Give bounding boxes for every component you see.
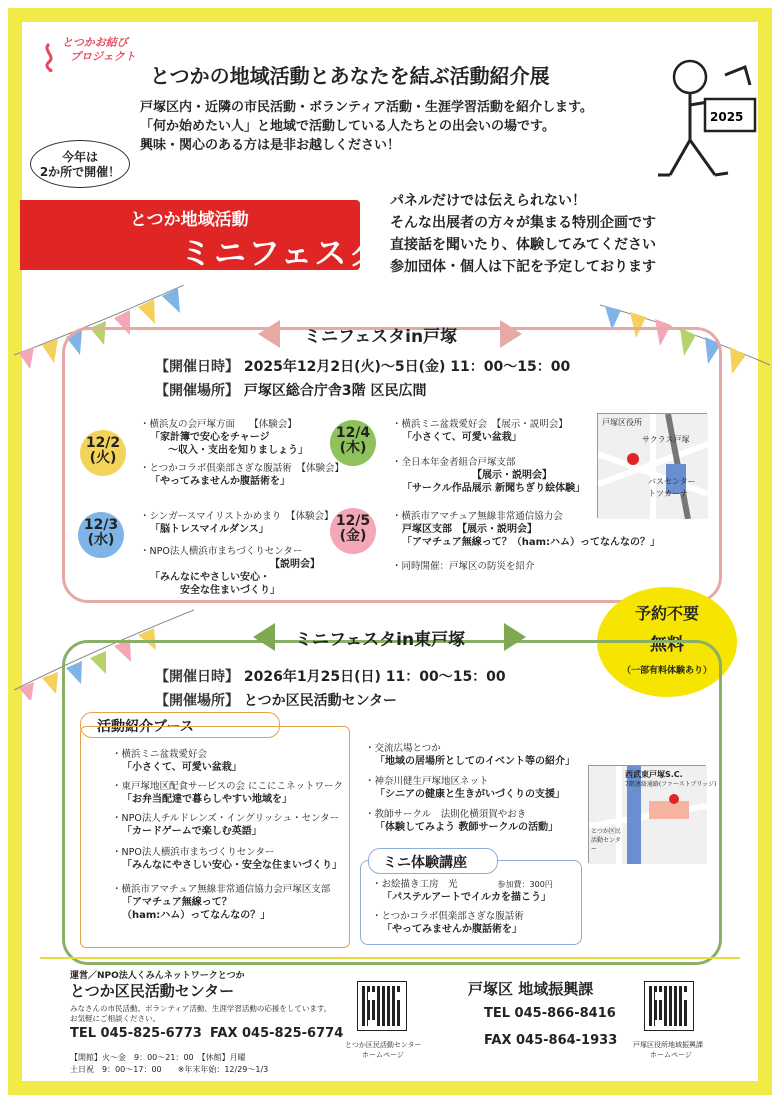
higashi-date: 【開催日時】 2026年1月25日(日) 11：00～15：00 (155, 669, 506, 685)
day-badge-12-5: 12/5 (金) (330, 508, 376, 554)
title-arrow-right (500, 320, 522, 348)
higashi-place: 【開催場所】 とつか区民活動センター (155, 693, 398, 709)
mascot-illustration (650, 55, 760, 185)
title-arrow-left (253, 623, 275, 651)
booth-entry: ・東戸塚地区配食サービスの会 にこにこネットワーク 「お弁当配達で暮らしやすい地域を」 (112, 781, 344, 805)
booth-entry: ・横浜ミニ盆栽愛好会 「小さくて、可愛い盆栽」 (112, 749, 242, 773)
qr-center-caption-1: とつか区民活動センター (345, 1041, 422, 1049)
booth-entry: ・NPO法人横浜市まちづくりセンター 「みんなにやさしい安心・安全な住まいづくり」 (112, 847, 342, 871)
higashi-totsuka-title: ミニフェスタin東戸塚 (295, 630, 466, 650)
year-label: 2025 (710, 110, 744, 124)
dept-tel: TEL 045-866-8416 (484, 1006, 616, 1021)
totsuka-map: 戸塚区役所 サクラス戸塚 バスセンター トツカーナ (597, 413, 707, 518)
center-desc-1: みなさんの市民活動、ボランティア活動、生涯学習活動の応援をしています。 (70, 1004, 332, 1013)
booth-entry: ・横浜市アマチュア無線非常通信協力会戸塚区支部 「アマチュア無線って？ （ham:ハム）ってなんなの？」 (112, 884, 331, 921)
two-venues-bubble: 今年は 2か所で開催！ (30, 140, 130, 188)
center-fax: FAX 045-825-6774 (210, 1026, 344, 1041)
booth-entry: ・教師サークル 法則化横須賀やおき 「体験してみよう 教師サークルの活動」 (365, 809, 559, 833)
hours-1: 【開館】火～金 9：00～21：00 【休館】月曜 (70, 1053, 246, 1062)
operator: 運営／NPO法人くみんネットワークとつか (70, 971, 245, 981)
knot-icon (40, 42, 58, 72)
entry-amateur-radio: ・横浜市アマチュア無線非常通信協力会 戸塚区支部 【展示・説明会】 「アマチュア無線って？（ham:ハム）ってなんなの？」 (392, 511, 660, 548)
qr-center-caption-2: ホームページ (362, 1051, 404, 1059)
entry-bonsai: ・横浜ミニ盆栽愛好会 【展示・説明会】 「小さくて、可愛い盆栽」 (392, 419, 568, 443)
entry-machizukuri: ・NPO法人横浜市まちづくりセンター 【説明会】 「みんなにやさしい安心・ 安全な住まいづくり」 (140, 546, 320, 596)
day-badge-12-3: 12/3 (水) (78, 512, 124, 558)
festa-title: ミニフェスタ (180, 234, 383, 272)
footer-divider (40, 957, 740, 959)
entry-bousai: ・同時開催：戸塚区の防災を紹介 (392, 561, 535, 572)
project-logo (40, 34, 160, 74)
hours-2: 土日祝 9：00～17：00 ※年末年始：12/29～1/3 (70, 1065, 269, 1074)
day-badge-12-4: 12/4 (木) (330, 420, 376, 466)
entry-nenkin: ・全日本年金者組合戸塚支部 【展示・説明会】 「サークル作品展示 新聞ちぎり絵体験」 (392, 457, 586, 494)
title-arrow-left (258, 320, 280, 348)
project-name-line1: とつかお結び (62, 36, 128, 49)
qr-code-ward-office[interactable] (645, 982, 693, 1030)
workshop-entry-fukuwajutsu: ・とつかコラボ倶楽部さぎな腹話術 「やってみませんか腹話術を」 (372, 911, 524, 935)
totsuka-date: 【開催日時】 2025年12月2日(火)～5日(金) 11：00～15：00 (155, 359, 571, 375)
qr-ward-caption-1: 戸塚区役所地域振興課 (633, 1041, 703, 1049)
totsuka-place: 【開催場所】 戸塚区総合庁舎3階 区民広間 (155, 383, 427, 399)
day-badge-12-2: 12/2 (火) (80, 430, 126, 476)
dept-fax: FAX 045-864-1933 (484, 1033, 618, 1048)
dept-name: 戸塚区 地域振興課 (468, 980, 594, 998)
workshop-entry-pastel: ・お絵描き工房 光 参加費：300円 「パステルアートでイルカを描こう」 (372, 879, 553, 903)
booth-entry: ・交流広場とつか 「地域の居場所としてのイベント等の紹介」 (365, 743, 575, 767)
festa-description: パネルだけでは伝えられない！ そんな出展者の方々が集まる特別企画です 直接話を聞いたり、体験してみてください 参加団体・個人は下記を予定しております (390, 193, 656, 275)
higashi-totsuka-map: 西武東戸塚S.C. 7階連絡通路(ファーストブリッジ) とつか区民活動センター (588, 765, 706, 863)
page-title: とつかの地域活動とあなたを結ぶ活動紹介展 (150, 64, 550, 88)
center-tel: TEL 045-825-6773 (70, 1026, 202, 1041)
festa-subtitle: とつか地域活動 (130, 210, 249, 230)
entry-fukuwajutsu: ・とつかコラボ倶楽部さぎな腹話術 【体験会】 「やってみませんか腹話術を」 (140, 463, 345, 487)
center-desc-2: お気軽にご相談ください。 (70, 1014, 160, 1023)
no-reservation-badge: 予約不要 無料 （一部有料体験あり） (597, 587, 737, 697)
booth-entry: ・神奈川健生戸塚地区ネット 「シニアの健康と生きがいづくりの支援」 (365, 776, 565, 800)
entry-tomonokai: ・横浜友の会戸塚方面 【体験会】 「家計簿で安心をチャージ ～収入・支出を知りましょう」 (140, 419, 308, 456)
totsuka-title: ミニフェスタin戸塚 (304, 327, 458, 347)
qr-code-center[interactable] (358, 982, 406, 1030)
mini-workshop-tag: ミニ体験講座 (368, 848, 498, 874)
center-name: とつか区民活動センター (70, 982, 235, 1000)
booth-section-tag: 活動紹介ブース (80, 712, 280, 738)
booth-entry: ・NPO法人チルドレンズ・イングリッシュ・センター 「カードゲームで楽しむ英語」 (112, 813, 340, 837)
intro-text: 戸塚区内・近隣の市民活動・ボランティア活動・生涯学習活動を紹介します。 「何か始めたい人」と地域で活動している人たちとの出会いの場です。 興味・関心のある方は是非お越しください！ (140, 100, 593, 153)
entry-smile-dance: ・シンガースマイリストかめまり 【体験会】 「脳トレスマイルダンス」 (140, 511, 334, 535)
project-name-line2: プロジェクト (70, 50, 136, 63)
title-arrow-right (504, 623, 526, 651)
qr-ward-caption-2: ホームページ (650, 1051, 692, 1059)
